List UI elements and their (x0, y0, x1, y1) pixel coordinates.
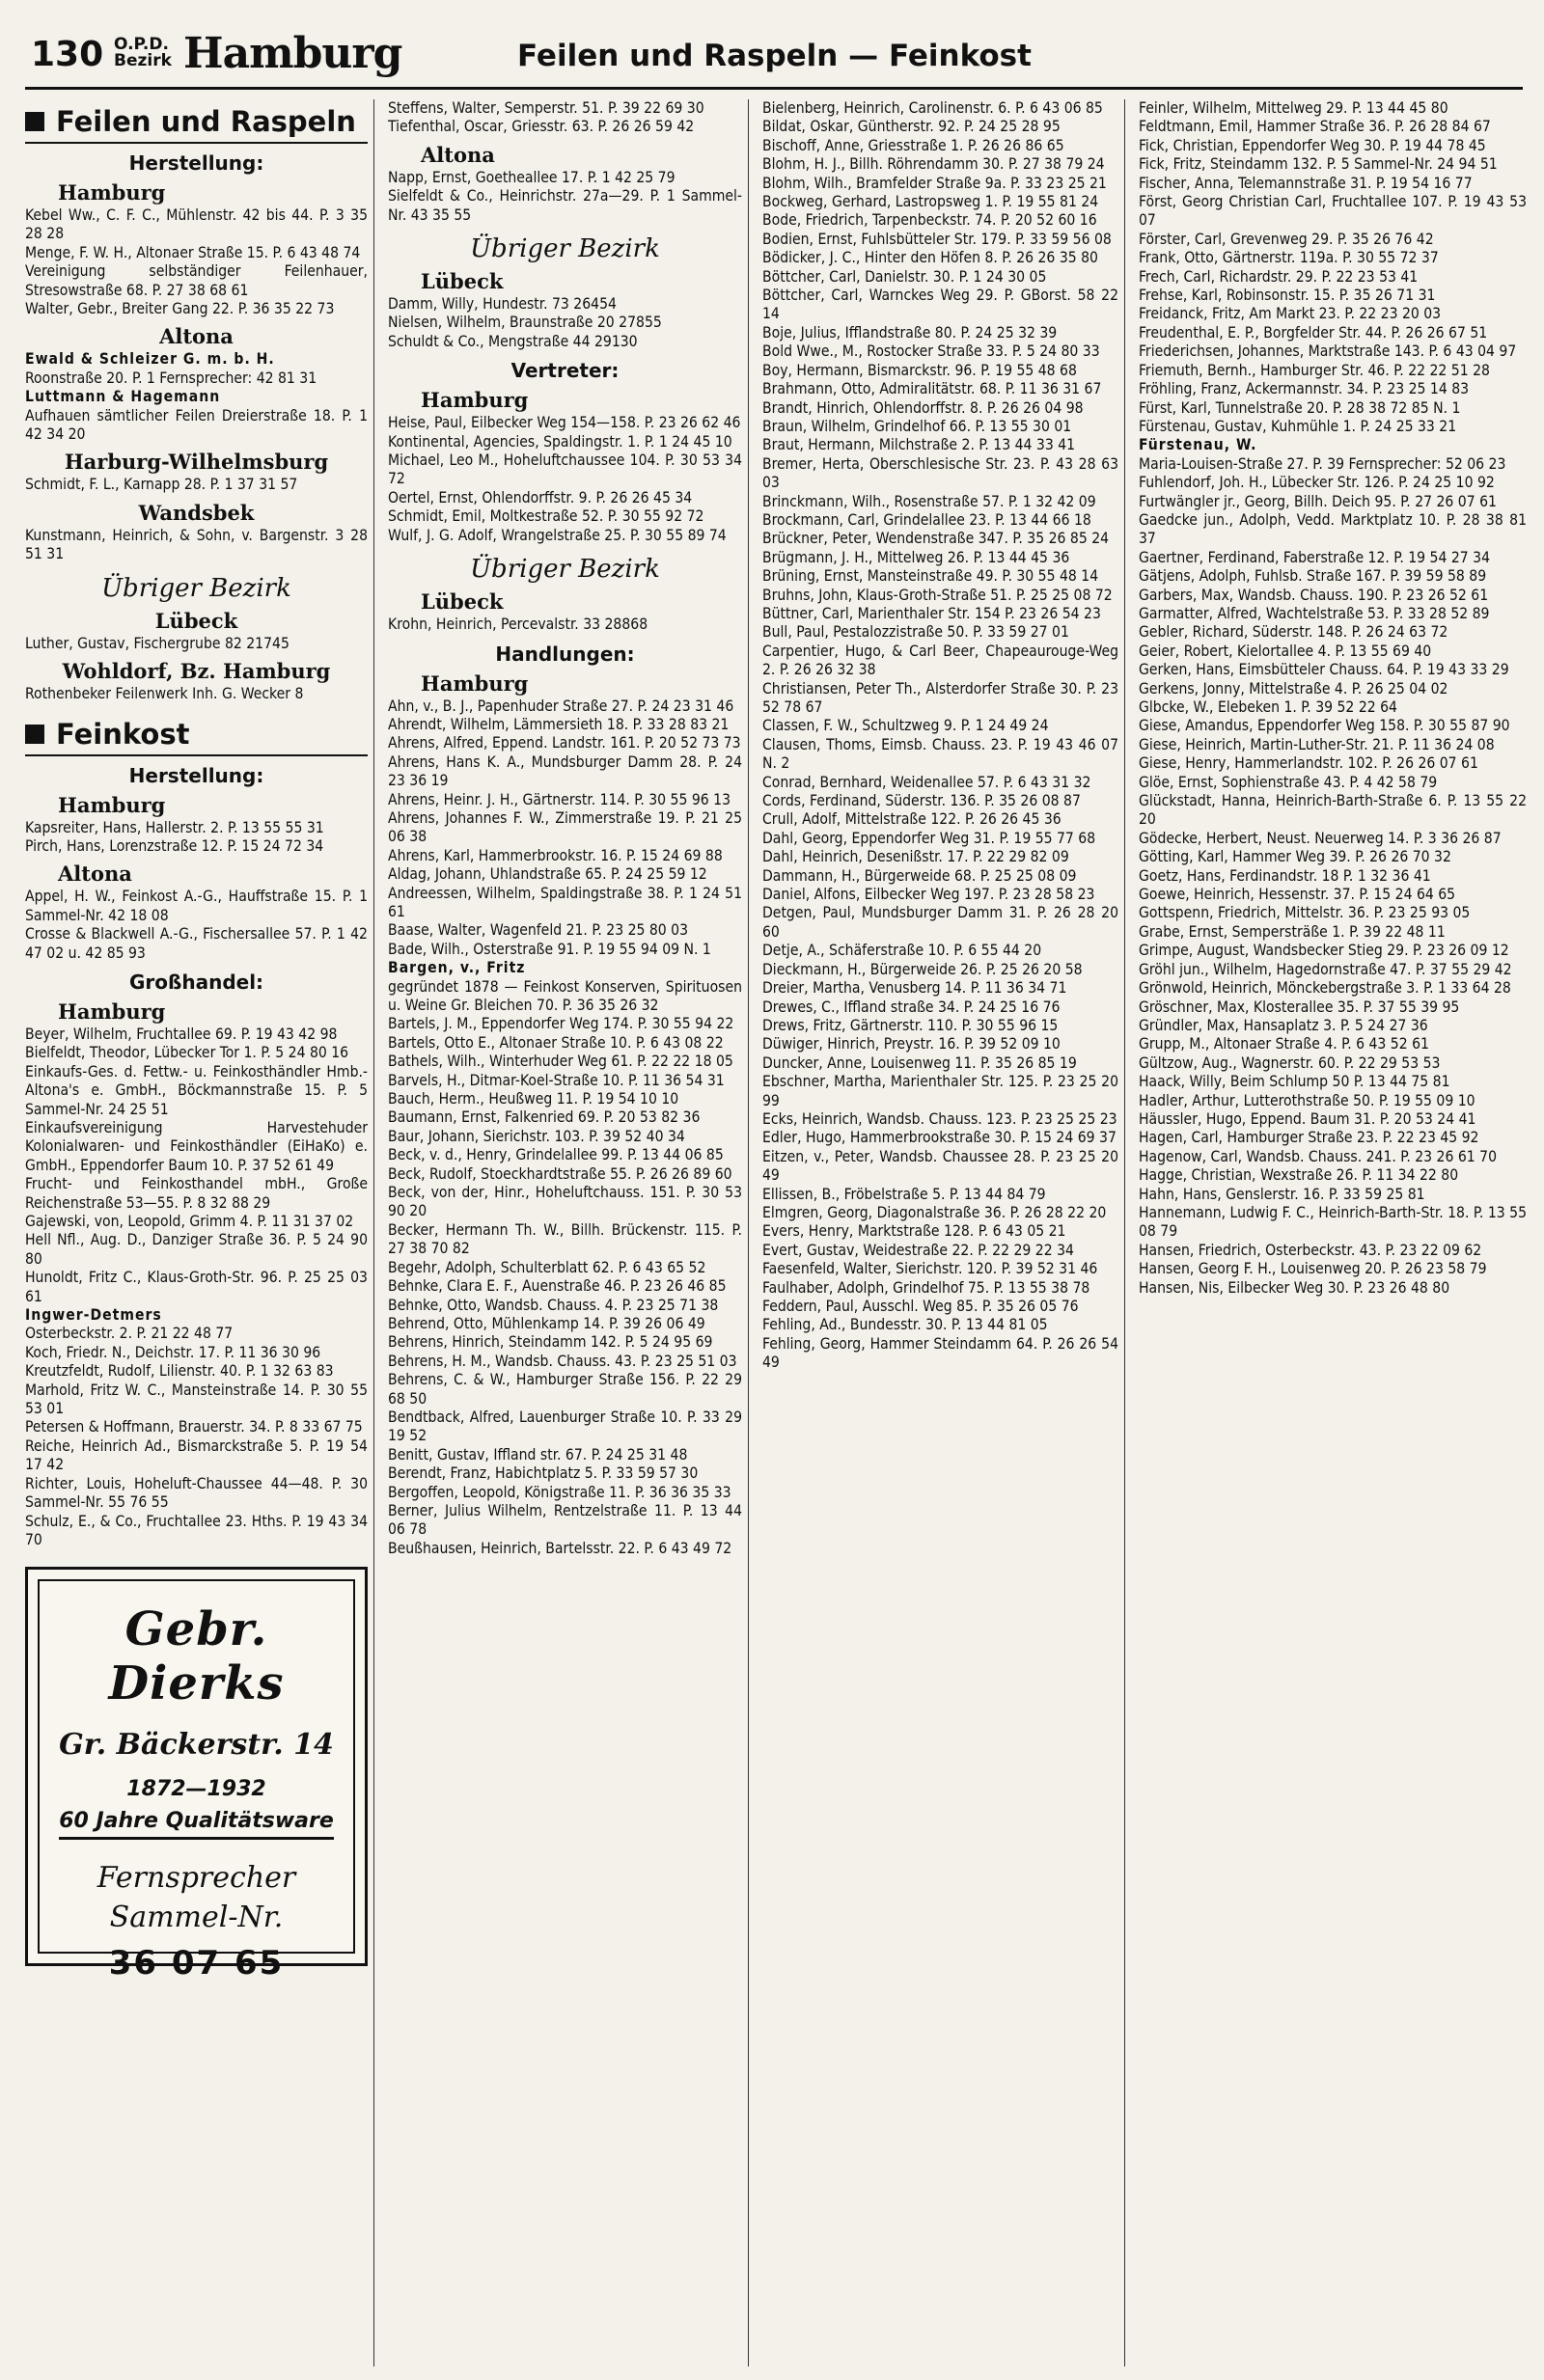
directory-entry: Hagenow, Carl, Wandsb. Chauss. 241. P. 23 26 61 70 (1139, 1147, 1497, 1165)
directory-entry: Brüning, Ernst, Mansteinstraße 49. P. 30 55 48 14 (762, 567, 1099, 586)
directory-entry: Ecks, Heinrich, Wandsb. Chauss. 123. P. 23 25 25 23 (762, 1109, 1117, 1128)
directory-entry: Brandt, Hinrich, Ohlendorffstr. 8. P. 26 26 04 98 (762, 398, 1084, 417)
directory-entry: Freudenthal, E. P., Borgfelder Str. 44. P. 26 26 67 51 (1139, 323, 1488, 342)
directory-entry: Duncker, Anne, Louisenweg 11. P. 35 26 85 19 (762, 1053, 1077, 1072)
city-head-luebeck: Lübeck (421, 269, 504, 294)
ad-phone-line: Sammel-Nr. (109, 1901, 284, 1935)
subhead-grosshandel: Großhandel: (128, 970, 264, 994)
firm-name: Fürstenau, W. (1139, 436, 1257, 454)
directory-entry: Hansen, Georg F. H., Louisenweg 20. P. 26 23 58 79 (1139, 1260, 1487, 1278)
directory-entry: Fehling, Ad., Bundesstr. 30. P. 13 44 81 05 (762, 1316, 1048, 1334)
directory-entry: Kontinental, Agencies, Spaldingstr. 1. P. 1 24 45 10 (388, 432, 732, 451)
directory-entry: Bartels, J. M., Eppendorfer Weg 174. P. 30 55 94 22 (388, 1015, 734, 1033)
entry-list (388, 99, 742, 137)
city-head-hamburg: Hamburg (58, 180, 166, 205)
directory-entry: Brügmann, J. H., Mittelweg 26. P. 13 44 45 36 (762, 548, 1070, 566)
directory-entry: Ahn, v., B. J., Papenhuder Straße 27. P. 24 23 31 46 (388, 697, 734, 715)
directory-entry: Grabe, Ernst, Sempersträße 1. P. 39 22 48 11 (1139, 922, 1446, 941)
directory-entry: Beußhausen, Heinrich, Bartelsstr. 22. P. 6 43 49 72 (388, 1539, 732, 1557)
ad-street: Gr. Bäckerstr. 14 (59, 1728, 334, 1763)
firm-name: Ingwer-Detmers (25, 1306, 162, 1325)
directory-entry: Einkaufsvereinigung Harvestehuder Kolonialwaren- und Feinkosthändler (EiHaKo) e. GmbH., Eppendorfer Baum 10. P. 37 52 61 49 (25, 1118, 368, 1174)
directory-entry: Freidanck, Fritz, Am Markt 23. P. 22 23 20 03 (1139, 305, 1442, 323)
directory-entry: Baase, Walter, Wagenfeld 21. P. 23 25 80 03 (388, 921, 689, 940)
directory-entry: Beyer, Wilhelm, Fruchtallee 69. P. 19 43 42 98 (25, 1025, 338, 1043)
directory-entry: Bathels, Wilh., Winterhuder Weg 61. P. 22 22 18 05 (388, 1053, 733, 1071)
directory-entry: Beck, v. d., Henry, Grindelallee 99. P. 13 44 06 85 (388, 1146, 724, 1164)
section-bullet-icon (25, 725, 44, 744)
header-city: Hamburg (183, 29, 402, 78)
directory-entry: Behrens, C. & W., Hamburger Straße 156. P. 22 29 68 50 (388, 1371, 742, 1408)
directory-entry: Garmatter, Alfred, Wachtelstraße 53. P. 33 28 52 89 (1139, 604, 1490, 622)
directory-entry: Fick, Fritz, Steindamm 132. P. 5 Sammel-Nr. 24 94 51 (1139, 155, 1498, 174)
directory-entry: Ahrens, Johannes F. W., Zimmerstraße 19. P. 21 25 06 38 (388, 808, 742, 846)
directory-entry: Edler, Hugo, Hammerbrookstraße 30. P. 15 24 69 37 (762, 1129, 1117, 1147)
directory-entry: Furtwängler jr., Georg, Billh. Deich 95. P. 27 26 07 61 (1139, 492, 1497, 510)
subhead-vertreter: Vertreter: (510, 359, 620, 383)
directory-entry: Nielsen, Wilhelm, Braunstraße 20 27855 (388, 314, 662, 332)
directory-entry: Feldtmann, Emil, Hammer Straße 36. P. 26 28 84 67 (1139, 118, 1491, 136)
entry-list (388, 169, 742, 225)
directory-entry: Feddern, Paul, Ausschl. Weg 85. P. 35 26 05 76 (762, 1298, 1079, 1315)
directory-entry: Behrens, Hinrich, Steindamm 142. P. 5 24 95 69 (388, 1333, 713, 1352)
city-head-altona: Altona (159, 324, 234, 349)
section-title-feinkost: Feinkost (56, 717, 190, 751)
directory-entry: Andreessen, Wilhelm, Spaldingstraße 38. P. 1 24 51 61 (388, 884, 742, 920)
entry-list (388, 295, 742, 351)
directory-entry: Glückstadt, Hanna, Heinrich-Barth-Straße 6. P. 13 55 22 20 (1139, 792, 1527, 829)
directory-entry: Bödicker, J. C., Hinter den Höfen 8. P. 26 26 35 80 (762, 249, 1098, 267)
directory-entry: Grupp, M., Altonaer Straße 4. P. 6 43 52 61 (1139, 1035, 1429, 1053)
directory-entry: Gültzow, Aug., Wagnerstr. 60. P. 22 29 53 53 (1139, 1053, 1441, 1072)
directory-entry: Dammann, H., Bürgerweide 68. P. 25 25 08 09 (762, 866, 1077, 885)
directory-entry: Classen, F. W., Schultzweg 9. P. 1 24 49 24 (762, 717, 1049, 735)
directory-entry: Boje, Julius, Ifflandstraße 80. P. 24 25 32 39 (762, 323, 1058, 342)
directory-entry: Gajewski, von, Leopold, Grimm 4. P. 11 31 37 02 (25, 1213, 354, 1230)
directory-entry: Drewes, C., Iffland straße 34. P. 24 25 16 76 (762, 998, 1061, 1016)
entry-list (25, 1344, 368, 1549)
directory-entry: Ahrens, Heinr. J. H., Gärtnerstr. 114. P. 30 55 96 13 (388, 790, 731, 808)
directory-entry: Feinler, Wilhelm, Mittelweg 29. P. 13 44 45 80 (1139, 99, 1448, 117)
advertisement-inner (38, 1579, 355, 1983)
directory-entry: Hagen, Carl, Hamburger Straße 23. P. 22 23 45 92 (1139, 1129, 1479, 1147)
directory-entry: Bull, Paul, Pestalozzistraße 50. P. 33 59 27 01 (762, 623, 1069, 642)
directory-entry: Fehling, Georg, Hammer Steindamm 64. P. 26 26 54 49 (762, 1334, 1118, 1372)
directory-entry: Petersen & Hoffmann, Brauerstr. 34. P. 8 33 67 75 (25, 1418, 363, 1436)
directory-entry: Luther, Gustav, Fischergrube 82 21745 (25, 634, 290, 652)
directory-entry: Oertel, Ernst, Ohlendorffstr. 9. P. 26 26 45 34 (388, 488, 693, 506)
directory-entry: Daniel, Alfons, Eilbecker Weg 197. P. 23 28 58 23 (762, 886, 1095, 904)
entry-list (1139, 474, 1527, 1298)
directory-entry: Giese, Heinrich, Martin-Luther-Str. 21. P. 11 36 24 08 (1139, 735, 1495, 753)
directory-entry: Cords, Ferdinand, Süderstr. 136. P. 35 26 08 87 (762, 792, 1081, 810)
directory-entry: Giese, Henry, Hammerlandstr. 102. P. 26 26 07 61 (1139, 754, 1478, 773)
directory-entry: Blohm, H. J., Billh. Röhrendamm 30. P. 27 38 79 24 (762, 155, 1105, 174)
firm-name: Bargen, v., Fritz (388, 959, 526, 977)
page-number: 130 (31, 35, 104, 74)
directory-entry: Bergoffen, Leopold, Königstraße 11. P. 36 36 35 33 (388, 1483, 731, 1501)
directory-entry: Brinckmann, Wilh., Rosenstraße 57. P. 1 32 42 09 (762, 492, 1096, 510)
city-head-altona: Altona (58, 862, 132, 887)
directory-entry: Becker, Hermann Th. W., Billh. Brückenstr. 115. P. 27 38 70 82 (388, 1220, 742, 1258)
directory-entry: Brahmann, Otto, Admiralitätstr. 68. P. 11 36 31 67 (762, 380, 1102, 398)
directory-entry: Bischoff, Anne, Griesstraße 1. P. 26 26 86 65 (762, 136, 1064, 154)
entry-list (25, 819, 368, 857)
directory-entry: Krohn, Heinrich, Percevalstr. 33 28868 (388, 616, 648, 634)
directory-entry: Schuldt & Co., Mengstraße 44 29130 (388, 332, 638, 350)
directory-entry: Frucht- und Feinkosthandel mbH., Große Reichenstraße 53—55. P. 8 32 88 29 (25, 1175, 368, 1212)
directory-entry: Kebel Ww., C. F. C., Mühlenstr. 42 bis 44. P. 3 35 28 28 (25, 206, 368, 243)
directory-entry: Hannemann, Ludwig F. C., Heinrich-Barth-Str. 18. P. 13 55 08 79 (1139, 1203, 1527, 1241)
directory-entry: Giese, Amandus, Eppendorfer Weg 158. P. 30 55 87 90 (1139, 717, 1510, 735)
directory-entry: Hagge, Christian, Wexstraße 26. P. 11 34 22 80 (1139, 1166, 1459, 1185)
directory-entry: Heise, Paul, Eilbecker Weg 154—158. P. 23 26 62 46 (388, 414, 741, 432)
entry-list (25, 1026, 368, 1306)
directory-entry: Bielenberg, Heinrich, Carolinenstr. 6. P. 6 43 06 85 (762, 99, 1103, 117)
directory-entry: Ellissen, B., Fröbelstraße 5. P. 13 44 84 79 (762, 1185, 1046, 1203)
directory-entry: Gaedcke jun., Adolph, Vedd. Marktplatz 10. P. 28 38 81 37 (1139, 510, 1527, 548)
directory-entry: Haack, Willy, Beim Schlump 50 P. 13 44 75 81 (1139, 1073, 1450, 1091)
directory-entry: Einkaufs-Ges. d. Fettw.- u. Feinkosthändler Hmb.-Altona's e. GmbH., Böckmannstraße 15. P. 5 Sammel-Nr. 24 25 51 (25, 1062, 368, 1118)
directory-entry: Grimpe, August, Wandsbecker Stieg 29. P. 23 26 09 12 (1139, 942, 1509, 960)
directory-entry: Friemuth, Bernh., Hamburger Str. 46. P. 22 22 51 28 (1139, 361, 1490, 379)
directory-entry: Michael, Leo M., Hoheluftchaussee 104. P. 30 53 34 72 (388, 451, 742, 488)
directory-entry: Behnke, Clara E. F., Auenstraße 46. P. 23 26 46 85 (388, 1277, 727, 1296)
header-rubric: Feilen und Raspeln — Feinkost (517, 39, 1032, 73)
directory-entry: Hahn, Hans, Genslerstr. 16. P. 33 59 25 81 (1139, 1185, 1425, 1203)
directory-entry: Crull, Adolf, Mittelstraße 122. P. 26 26 45 36 (762, 810, 1062, 829)
directory-entry: Evers, Henry, Marktstraße 128. P. 6 43 05 21 (762, 1222, 1066, 1241)
directory-entry: Damm, Willy, Hundestr. 73 26454 (388, 295, 617, 314)
directory-entry: Hunoldt, Fritz C., Klaus-Groth-Str. 96. P. 25 25 03 61 (25, 1269, 368, 1305)
directory-entry: Behnke, Otto, Wandsb. Chauss. 4. P. 23 25 71 38 (388, 1296, 719, 1314)
directory-entry: Braut, Hermann, Milchstraße 2. P. 13 44 33 41 (762, 436, 1076, 454)
opd-bezirk-label (114, 37, 172, 69)
directory-entry: Ahrendt, Wilhelm, Lämmersieth 18. P. 33 28 83 21 (388, 715, 730, 733)
directory-entry: Behrens, H. M., Wandsb. Chauss. 43. P. 23 25 51 03 (388, 1352, 737, 1370)
column-2 (388, 99, 749, 2366)
directory-entry: Barvels, H., Ditmar-Koel-Straße 10. P. 11 36 54 31 (388, 1071, 725, 1089)
directory-entry: Napp, Ernst, Goetheallee 17. P. 1 42 25 79 (388, 168, 676, 186)
city-head-hamburg: Hamburg (58, 792, 166, 817)
directory-entry: Beck, von der, Hinr., Hoheluftchauss. 151. P. 30 53 90 20 (388, 1184, 742, 1220)
directory-entry: Dahl, Heinrich, Desenißstr. 17. P. 22 29 82 09 (762, 848, 1069, 866)
directory-entry: Fürstenau, Gustav, Kuhmühle 1. P. 24 25 33 21 (1139, 417, 1457, 435)
page-header (25, 27, 1523, 90)
opd-line1: O.P.D. (114, 35, 169, 54)
directory-entry: Hell Nfl., Aug. D., Danziger Straße 36. P. 5 24 90 80 (25, 1231, 368, 1268)
directory-entry: Ahrens, Hans K. A., Mundsburger Damm 28. P. 24 23 36 19 (388, 752, 742, 790)
directory-entry: Schmidt, Emil, Moltkestraße 52. P. 30 55 92 72 (388, 507, 704, 526)
directory-entry: Fuhlendorf, Joh. H., Lübecker Str. 126. P. 24 25 10 92 (1139, 474, 1495, 492)
directory-entry: Boy, Hermann, Bismarckstr. 96. P. 19 55 48 68 (762, 361, 1077, 379)
directory-entry: Gätjens, Adolph, Fuhlsb. Straße 167. P. 39 59 58 89 (1139, 567, 1487, 586)
advertisement-box (25, 1567, 368, 1983)
directory-entry: Pirch, Hans, Lorenzstraße 12. P. 15 24 72 34 (25, 836, 324, 855)
subhead-herstellung: Herstellung: (128, 151, 264, 175)
directory-entry: Dreier, Martha, Venusberg 14. P. 11 36 34 71 (762, 979, 1067, 998)
section-feilen-header (25, 105, 368, 144)
directory-entry: Fischer, Anna, Telemannstraße 31. P. 19 54 16 77 (1139, 174, 1473, 192)
directory-entry: Berner, Julius Wilhelm, Rentzelstraße 11. P. 13 44 06 78 (388, 1501, 742, 1539)
directory-entry: Böttcher, Carl, Danielstr. 30. P. 1 24 30 05 (762, 267, 1047, 286)
column-4 (1139, 99, 1532, 2366)
directory-entry: Dieckmann, H., Bürgerweide 26. P. 25 26 20 58 (762, 960, 1083, 978)
directory-entry: Behrend, Otto, Mühlenkamp 14. P. 39 26 06 49 (388, 1314, 705, 1332)
opd-line2: Bezirk (114, 51, 172, 70)
directory-entry: Ahrens, Karl, Hammerbrookstr. 16. P. 15 24 69 88 (388, 846, 723, 864)
directory-entry: Büttner, Carl, Marienthaler Str. 154 P. 23 26 54 23 (762, 604, 1101, 622)
directory-entry: gegründet 1878 — Feinkost Konserven, Spirituosen u. Weine Gr. Bleichen 70. P. 36 35 26 32 (388, 977, 742, 1014)
directory-entry: Gebler, Richard, Süderstr. 148. P. 26 24 63 72 (1139, 623, 1448, 642)
directory-entry: Sielfeldt & Co., Heinrichstr. 27a—29. P. 1 Sammel-Nr. 43 35 55 (388, 187, 742, 224)
directory-entry: Appel, H. W., Feinkost A.-G., Hauffstraße 15. P. 1 Sammel-Nr. 42 18 08 (25, 888, 368, 924)
directory-entry: Grönwold, Heinrich, Mönckebergstraße 3. P. 1 33 64 28 (1139, 979, 1511, 998)
directory-entry: Menge, F. W. H., Altonaer Straße 15. P. 6 43 48 74 (25, 243, 361, 261)
ad-tagline: 60 Jahre Qualitätsware (59, 1809, 334, 1840)
directory-entry: Kapsreiter, Hans, Hallerstr. 2. P. 13 55 55 31 (25, 818, 324, 836)
directory-entry: Faesenfeld, Walter, Sierichstr. 120. P. 39 52 31 46 (762, 1260, 1098, 1278)
city-head-hamburg: Hamburg (58, 999, 166, 1024)
directory-entry: Drews, Fritz, Gärtnerstr. 110. P. 30 55 96 15 (762, 1016, 1059, 1034)
ad-years: 1872—1932 (126, 1777, 266, 1802)
directory-entry: Evert, Gustav, Weidestraße 22. P. 22 29 22 34 (762, 1241, 1074, 1259)
column-1 (25, 99, 374, 2366)
directory-entry: Detje, A., Schäferstraße 10. P. 6 55 44 20 (762, 942, 1042, 960)
directory-entry: Wulf, J. G. Adolf, Wrangelstraße 25. P. 30 55 89 74 (388, 526, 727, 544)
entry-list (1139, 99, 1527, 436)
firm-name: Luttmann & Hagemann (25, 388, 221, 406)
directory-entry: Fürst, Karl, Tunnelstraße 20. P. 28 38 72 85 N. 1 (1139, 398, 1461, 417)
directory-entry: Blohm, Wilh., Bramfelder Straße 9a. P. 33 23 25 21 (762, 174, 1107, 192)
directory-entry: Bendtback, Alfred, Lauenburger Straße 10. P. 33 29 19 52 (388, 1408, 742, 1445)
directory-entry: Bockweg, Gerhard, Lastropsweg 1. P. 19 55 81 24 (762, 193, 1099, 211)
directory-entry: Fröhling, Franz, Ackermannstr. 34. P. 23 25 14 83 (1139, 380, 1470, 398)
directory-entry: Gerkens, Jonny, Mittelstraße 4. P. 26 25 04 02 (1139, 679, 1448, 698)
directory-entry: Bielfeldt, Theodor, Lübecker Tor 1. P. 5 24 80 16 (25, 1044, 349, 1062)
directory-entry: Vereinigung selbständiger Feilenhauer, Stresowstraße 68. P. 27 38 68 61 (25, 262, 368, 299)
directory-entry: Dahl, Georg, Eppendorfer Weg 31. P. 19 55 77 68 (762, 829, 1096, 847)
directory-entry: Kunstmann, Heinrich, & Sohn, v. Bargenstr. 3 28 51 31 (25, 526, 368, 563)
entry-list (388, 1015, 742, 1558)
directory-entry: Bremer, Herta, Oberschlesische Str. 23. P. 43 28 63 03 (762, 454, 1118, 492)
directory-entry: Gaertner, Ferdinand, Faberstraße 12. P. 19 54 27 34 (1139, 548, 1490, 566)
directory-entry: Goewe, Heinrich, Hessenstr. 37. P. 15 24 64 65 (1139, 886, 1456, 904)
directory-entry: Böttcher, Carl, Warnckes Weg 29. P. GBorst. 58 22 14 (762, 287, 1118, 323)
directory-entry: Steffens, Walter, Semperstr. 51. P. 39 22 69 30 (388, 99, 704, 117)
directory-entry: Elmgren, Georg, Diagonalstraße 36. P. 26 28 22 20 (762, 1203, 1107, 1221)
directory-entry: Carpentier, Hugo, & Carl Beer, Chapeaurouge-Weg 2. P. 26 26 32 38 (762, 642, 1118, 679)
directory-entry: Gerken, Hans, Eimsbütteler Chauss. 64. P. 19 43 33 29 (1139, 661, 1509, 679)
directory-entry: Christiansen, Peter Th., Alsterdorfer Straße 30. P. 23 52 78 67 (762, 679, 1118, 716)
city-head-wohldorf: Wohldorf, Bz. Hamburg (62, 659, 331, 684)
entry-list (388, 414, 742, 545)
city-head-harburg: Harburg-Wilhelmsburg (64, 450, 329, 475)
directory-entry: Frech, Carl, Richardstr. 29. P. 22 23 53 41 (1139, 267, 1419, 286)
directory-entry: Bildat, Oskar, Güntherstr. 92. P. 24 25 28 95 (762, 118, 1061, 136)
directory-entry: Eitzen, v., Peter, Wandsb. Chaussee 28. P. 23 25 20 49 (762, 1147, 1118, 1185)
city-head-luebeck: Lübeck (154, 608, 238, 633)
directory-entry: Frank, Otto, Gärtnerstr. 119a. P. 30 55 72 37 (1139, 249, 1439, 267)
directory-entry: Baumann, Ernst, Falkenried 69. P. 20 53 82 36 (388, 1108, 701, 1127)
directory-entry: Glöe, Ernst, Sophienstraße 43. P. 4 42 58 79 (1139, 773, 1438, 791)
directory-entry: Baur, Johann, Sierichstr. 103. P. 39 52 40 34 (388, 1127, 685, 1145)
directory-entry: Aldag, Johann, Uhlandstraße 65. P. 24 25 59 12 (388, 865, 707, 884)
firm-address: Aufhauen sämtlicher Feilen Dreierstraße 18. P. 1 42 34 20 (25, 406, 368, 444)
directory-entry: Bold Wwe., M., Rostocker Straße 33. P. 5 24 80 33 (762, 342, 1100, 361)
directory-entry: Gödecke, Herbert, Neust. Neuerweg 14. P. 3 36 26 87 (1139, 829, 1502, 847)
city-head-altona: Altona (421, 142, 495, 167)
directory-entry: Häussler, Hugo, Eppend. Baum 31. P. 20 53 24 41 (1139, 1109, 1476, 1128)
directory-entry: Goetz, Hans, Ferdinandstr. 18 P. 1 32 36 41 (1139, 866, 1431, 885)
directory-entry: Detgen, Paul, Mundsburger Damm 31. P. 26 28 20 60 (762, 904, 1118, 941)
directory-entry: Braun, Wilhelm, Grindelhof 66. P. 13 55 30 01 (762, 417, 1072, 435)
directory-entry: Brückner, Peter, Wendenstraße 347. P. 35 26 85 24 (762, 530, 1110, 548)
section-title-feilen: Feilen und Raspeln (56, 105, 356, 138)
subhead-herstellung: Herstellung: (128, 763, 264, 787)
directory-entry: Bauch, Herm., Heußweg 11. P. 19 54 10 10 (388, 1090, 679, 1108)
directory-entry: Gröhl jun., Wilhelm, Hagedornstraße 47. P. 37 55 29 42 (1139, 960, 1512, 978)
entry-list (388, 698, 742, 960)
directory-entry: Marhold, Fritz W. C., Mansteinstraße 14. P. 30 55 53 01 (25, 1381, 368, 1418)
directory-entry: Osterbeckstr. 2. P. 21 22 48 77 (25, 1325, 234, 1343)
directory-entry: Conrad, Bernhard, Weidenallee 57. P. 6 43 31 32 (762, 773, 1091, 791)
section-feinkost-header (25, 718, 368, 756)
firm-name: Ewald & Schleizer G. m. b. H. (25, 350, 275, 369)
ad-phone-label: Fernsprecher (96, 1861, 296, 1896)
directory-entry: Geier, Robert, Kielortallee 4. P. 13 55 69 40 (1139, 642, 1432, 660)
directory-entry: Bartels, Otto E., Altonaer Straße 10. P. 6 43 08 22 (388, 1033, 724, 1052)
directory-entry: Tiefenthal, Oscar, Griesstr. 63. P. 26 26 59 42 (388, 118, 695, 136)
column-3 (762, 99, 1125, 2366)
directory-entry: Kreutzfeldt, Rudolf, Lilienstr. 40. P. 1 32 63 83 (25, 1362, 334, 1381)
directory-entry: Brockmann, Carl, Grindelallee 23. P. 13 44 66 18 (762, 510, 1091, 529)
directory-entry: Först, Georg Christian Carl, Fruchtallee 107. P. 19 43 53 07 (1139, 193, 1527, 230)
directory-entry: Glbcke, W., Elebeken 1. P. 39 52 22 64 (1139, 698, 1397, 716)
directory-entry: Düwiger, Hinrich, Preystr. 16. P. 39 52 09 10 (762, 1035, 1061, 1053)
city-head-hamburg: Hamburg (421, 670, 529, 696)
directory-entry: Bruhns, John, Klaus-Groth-Straße 51. P. 25 25 08 72 (762, 586, 1113, 604)
directory-entry: Garbers, Max, Wandsb. Chauss. 190. P. 23 26 52 61 (1139, 586, 1489, 604)
directory-entry: Bodien, Ernst, Fuhlsbütteler Str. 179. P. 33 59 56 08 (762, 230, 1112, 248)
directory-entry: Fick, Christian, Eppendorfer Weg 30. P. 19 44 78 45 (1139, 136, 1486, 154)
section-bullet-icon (25, 112, 44, 131)
directory-entry: Rothenbeker Feilenwerk Inh. G. Wecker 8 (25, 685, 304, 703)
directory-entry: Hadler, Arthur, Lutterothstraße 50. P. 19 55 09 10 (1139, 1091, 1475, 1109)
directory-entry: Förster, Carl, Grevenweg 29. P. 35 26 76 42 (1139, 230, 1434, 248)
directory-entry: Gröschner, Max, Klosterallee 35. P. 37 55 39 95 (1139, 998, 1460, 1016)
directory-entry: Richter, Louis, Hoheluft-Chaussee 44—48. P. 30 Sammel-Nr. 55 76 55 (25, 1474, 368, 1512)
directory-entry: Hansen, Nis, Eilbecker Weg 30. P. 23 26 48 80 (1139, 1278, 1450, 1297)
city-head-wandsbek: Wandsbek (138, 500, 255, 525)
directory-entry: Crosse & Blackwell A.-G., Fischersallee 57. P. 1 42 47 02 u. 42 85 93 (25, 925, 368, 962)
directory-entry: Begehr, Adolph, Schulterblatt 62. P. 6 43 65 52 (388, 1258, 706, 1276)
entry-list (762, 99, 1118, 1373)
directory-entry: Götting, Karl, Hammer Weg 39. P. 26 26 70 32 (1139, 848, 1451, 866)
directory-entry: Ebschner, Martha, Marienthaler Str. 125. P. 23 25 20 99 (762, 1073, 1118, 1109)
region-heading: Übriger Bezirk (470, 555, 660, 585)
directory-entry: Schmidt, F. L., Karnapp 28. P. 1 37 31 57 (25, 476, 298, 494)
region-heading: Übriger Bezirk (101, 573, 291, 603)
directory-entry: Faulhaber, Adolph, Grindelhof 75. P. 13 55 38 78 (762, 1278, 1090, 1297)
directory-entry: Schulz, E., & Co., Fruchtallee 23. Hths. P. 19 43 34 70 (25, 1512, 368, 1548)
entry-list (25, 206, 368, 318)
directory-entry: Gottspenn, Friedrich, Mittelstr. 36. P. 23 25 93 05 (1139, 904, 1471, 922)
region-heading: Übriger Bezirk (470, 234, 660, 264)
entry-list (25, 888, 368, 963)
directory-entry: Walter, Gebr., Breiter Gang 22. P. 36 35 22 73 (25, 300, 335, 318)
directory-entry: Benitt, Gustav, Iffland str. 67. P. 24 25 31 48 (388, 1445, 688, 1464)
directory-entry: Maria-Louisen-Straße 27. P. 39 Fernsprecher: 52 06 23 (1139, 454, 1506, 473)
directory-entry: Bade, Wilh., Osterstraße 91. P. 19 55 94 09 N. 1 (388, 940, 711, 958)
directory-entry: Ahrens, Alfred, Eppend. Landstr. 161. P. 20 52 73 73 (388, 734, 741, 752)
directory-entry: Frehse, Karl, Robinsonstr. 15. P. 35 26 71 31 (1139, 287, 1436, 305)
directory-entry: Hansen, Friedrich, Osterbeckstr. 43. P. 23 22 09 62 (1139, 1241, 1482, 1259)
city-head-luebeck: Lübeck (421, 589, 504, 615)
ad-phone-number: 36 07 65 (108, 1944, 285, 1983)
city-head-hamburg: Hamburg (421, 388, 529, 413)
directory-entry: Beck, Rudolf, Stoeckhardtstraße 55. P. 26 26 89 60 (388, 1164, 732, 1183)
firm-address: Roonstraße 20. P. 1 Fernsprecher: 42 81 31 (25, 369, 317, 387)
directory-entry: Gründler, Max, Hansaplatz 3. P. 5 24 27 36 (1139, 1016, 1428, 1034)
directory-entry: Berendt, Franz, Habichtplatz 5. P. 33 59 57 30 (388, 1464, 699, 1483)
directory-entry: Clausen, Thoms, Eimsb. Chauss. 23. P. 19 43 46 07 N. 2 (762, 735, 1118, 773)
directory-entry: Koch, Friedr. N., Deichstr. 17. P. 11 36 30 96 (25, 1343, 321, 1361)
directory-entry: Reiche, Heinrich Ad., Bismarckstraße 5. P. 19 54 17 42 (25, 1436, 368, 1474)
ad-firm-name: Gebr. Dierks (108, 1602, 285, 1711)
directory-entry: Friederichsen, Johannes, Marktstraße 143. P. 6 43 04 97 (1139, 342, 1517, 361)
subhead-handlungen: Handlungen: (495, 642, 635, 666)
directory-entry: Bode, Friedrich, Tarpenbeckstr. 74. P. 20 52 60 16 (762, 211, 1097, 230)
